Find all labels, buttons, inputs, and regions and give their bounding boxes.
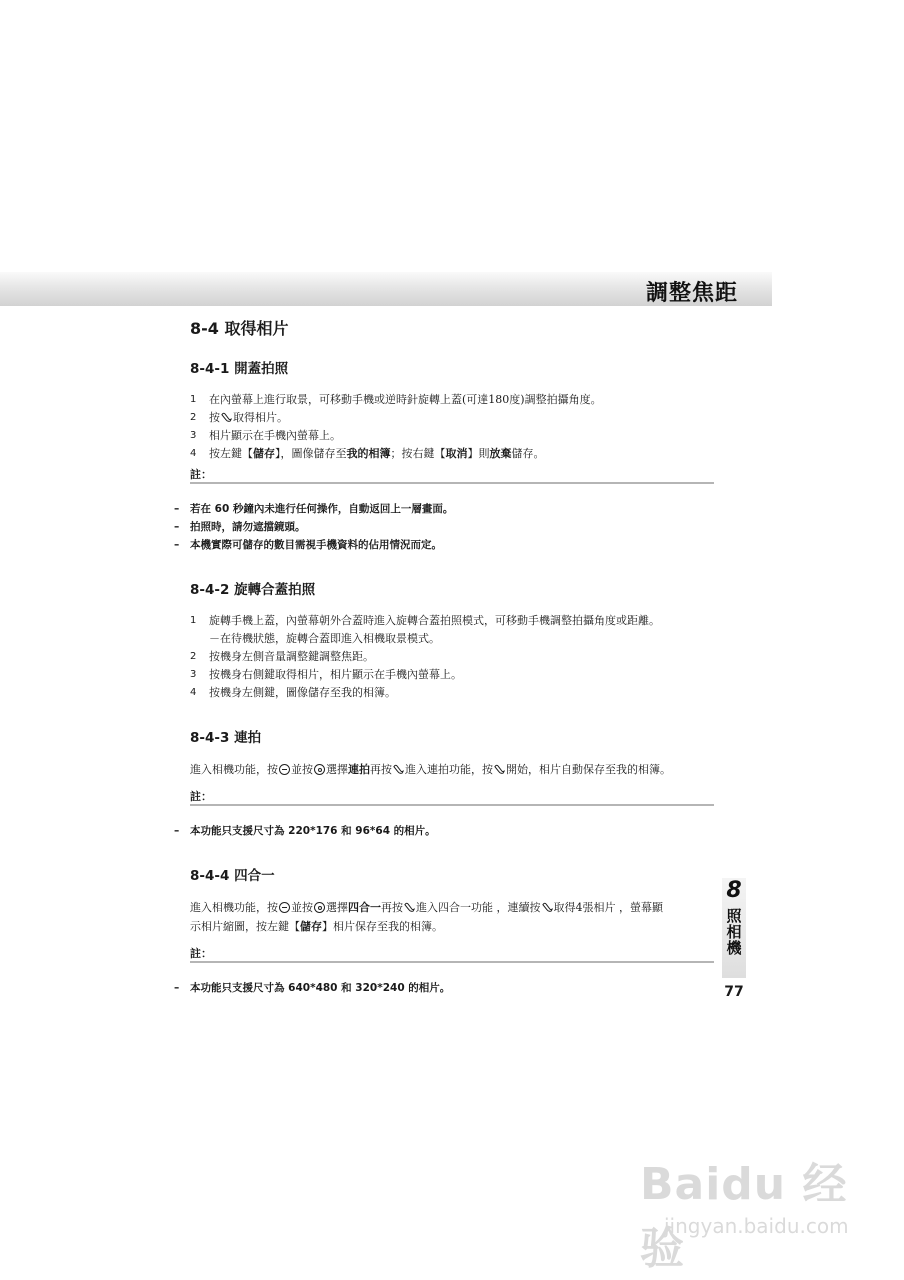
note-list <box>174 500 714 554</box>
step-item <box>190 427 714 445</box>
step-text: 按 <box>209 411 220 424</box>
subsection-title: 8-4-1 開蓋拍照 <box>190 361 289 377</box>
note-item <box>174 500 714 518</box>
subsection-8-4-1 <box>174 357 714 554</box>
note-item <box>174 822 714 840</box>
step-text: 】則 <box>467 447 490 460</box>
call-key-icon <box>221 411 232 422</box>
note-label: 註： <box>190 467 714 484</box>
step-number: 2 <box>190 412 197 423</box>
para-text: 開始，相片自動保存至我的相簿。 <box>506 763 671 776</box>
step-item <box>190 409 714 427</box>
nav-key-icon <box>314 902 325 913</box>
step-item <box>190 648 714 666</box>
section-title: 8-4 取得相片 <box>190 319 289 338</box>
note-label: 註： <box>190 789 714 806</box>
step-item <box>190 666 714 684</box>
step-text: 按左鍵【 <box>209 447 253 460</box>
step-text: 取得相片。 <box>233 411 288 424</box>
step-number: 3 <box>190 669 197 680</box>
step-item <box>190 391 714 409</box>
step-list <box>190 612 714 702</box>
paragraph <box>190 898 714 936</box>
watermark-logo: Baidu 经验 <box>640 1159 848 1274</box>
para-text: 再按 <box>381 901 403 914</box>
subsection-title: 8-4-3 連拍 <box>190 730 262 746</box>
note-list <box>174 822 714 840</box>
menu-option-burst: 連拍 <box>348 763 370 776</box>
para-text: 選擇 <box>326 763 348 776</box>
content <box>174 316 714 1021</box>
step-number: 2 <box>190 651 197 662</box>
dash-icon: – <box>174 521 180 533</box>
header-title: 調整焦距 <box>645 281 738 306</box>
note-text: 本功能只支援尺寸為 640*480 和 320*240 的相片。 <box>190 982 451 994</box>
para-text: 進入相機功能，按 <box>190 901 278 914</box>
note-item <box>174 518 714 536</box>
call-key-icon <box>393 763 404 774</box>
note-text: 本功能只支援尺寸為 220*176 和 96*64 的相片。 <box>190 825 436 837</box>
subsection-8-4-3 <box>174 726 714 840</box>
step-item <box>190 445 714 463</box>
chapter-number: 8 <box>726 878 742 903</box>
para-text: 】相片保存至我的相簿。 <box>322 920 443 933</box>
step-text: 按機身左側鍵，圖像儲存至我的相簿。 <box>209 686 396 699</box>
call-key-icon <box>542 901 553 912</box>
step-text: 】，圖像儲存至 <box>275 447 347 460</box>
para-text: 進入連拍功能，按 <box>405 763 493 776</box>
album-label: 我的相簿 <box>346 447 391 460</box>
note-label: 註： <box>190 946 714 963</box>
step-number: 1 <box>190 615 197 626</box>
step-item <box>190 612 714 648</box>
note-text: 若在 60 秒鐘內未進行任何操作，自動返回上一層畫面。 <box>190 503 454 515</box>
watermark-url: jingyan.baidu.com <box>664 1214 849 1238</box>
key-label-cancel: 取消 <box>445 447 468 460</box>
para-text: 選擇 <box>326 901 348 914</box>
key-label-save: 儲存 <box>253 447 275 460</box>
para-text: 進入相機功能，按 <box>190 763 278 776</box>
paragraph <box>190 760 714 779</box>
dash-icon: – <box>174 503 180 515</box>
step-list <box>190 391 714 463</box>
menu-option-four-in-one: 四合一 <box>348 901 381 914</box>
discard-label: 放棄 <box>489 447 512 460</box>
call-key-icon <box>494 763 505 774</box>
chapter-name-text: 照 相 機 <box>726 907 742 957</box>
watermark <box>640 1148 870 1274</box>
chapter-tab <box>722 878 746 978</box>
step-subtext: －在待機狀態，旋轉合蓋即進入相機取景模式。 <box>209 632 440 645</box>
para-text: 示相片縮圖，按左鍵【 <box>190 920 300 933</box>
subsection-8-4-4 <box>174 864 714 997</box>
dash-icon: – <box>174 825 180 837</box>
call-key-icon <box>404 901 415 912</box>
step-item <box>190 684 714 702</box>
note-list <box>174 979 714 997</box>
subsection-title: 8-4-2 旋轉合蓋拍照 <box>190 582 316 598</box>
nav-key-icon <box>314 764 325 775</box>
page-number: 77 <box>724 984 744 1000</box>
step-text: 按機身右側鍵取得相片，相片顯示在手機內螢幕上。 <box>209 668 462 681</box>
key-label-save: 儲存 <box>300 920 322 933</box>
para-text: 進入四合一功能 ，連續按 <box>416 901 541 914</box>
para-text: 取得4張相片 ，螢幕顯 <box>553 901 663 914</box>
subsection-8-4-2 <box>190 578 714 702</box>
step-text: ；按右鍵【 <box>390 447 446 460</box>
para-text: 並按 <box>291 763 313 776</box>
dash-icon: – <box>174 539 180 551</box>
note-item <box>174 536 714 554</box>
note-text: 本機實際可儲存的數目需視手機資料的佔用情況而定。 <box>190 539 442 551</box>
note-item <box>174 979 714 997</box>
dash-icon: – <box>174 982 180 994</box>
note-text: 拍照時，請勿遮擋鏡頭。 <box>190 521 306 533</box>
step-number: 4 <box>190 448 197 459</box>
menu-key-icon <box>279 764 290 775</box>
step-number: 1 <box>190 394 197 405</box>
step-number: 3 <box>190 430 197 441</box>
step-text: 在內螢幕上進行取景，可移動手機或逆時針旋轉上蓋(可達180度)調整拍攝角度。 <box>209 393 602 406</box>
header-bar <box>0 272 772 306</box>
step-text: 相片顯示在手機內螢幕上。 <box>209 429 341 442</box>
para-text: 並按 <box>291 901 313 914</box>
step-number: 4 <box>190 687 197 698</box>
para-text: 再按 <box>370 763 392 776</box>
step-text: 儲存。 <box>511 447 545 460</box>
step-text: 旋轉手機上蓋，內螢幕朝外合蓋時進入旋轉合蓋拍照模式，可移動手機調整拍攝角度或距離。 <box>209 614 660 627</box>
step-text: 按機身左側音量調整鍵調整焦距。 <box>209 650 374 663</box>
subsection-title: 8-4-4 四合一 <box>190 868 275 884</box>
chapter-name <box>722 908 746 956</box>
menu-key-icon <box>279 902 290 913</box>
